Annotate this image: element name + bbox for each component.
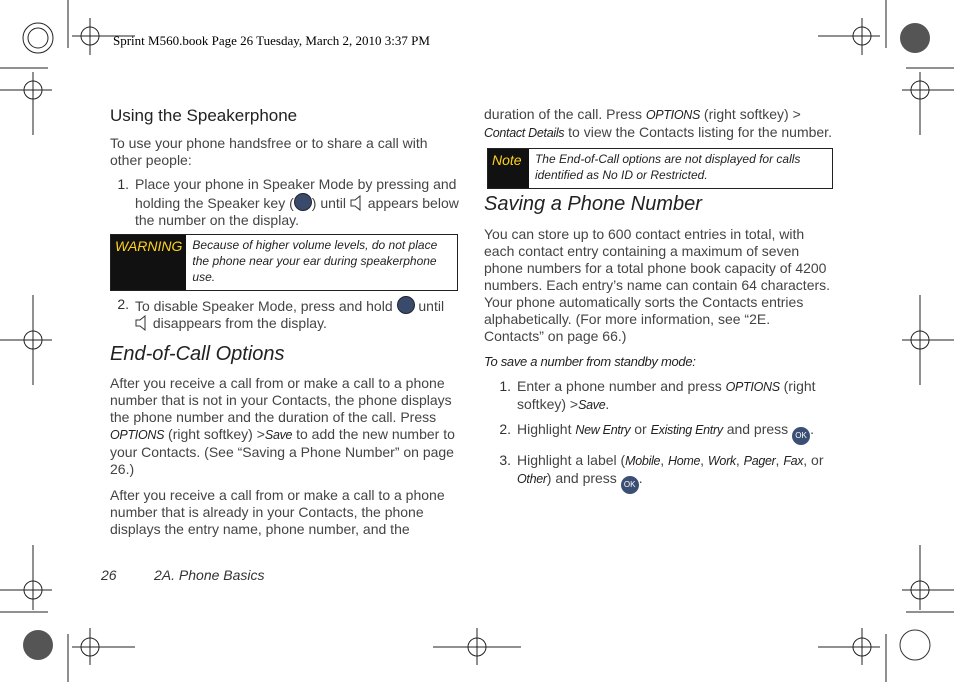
step-text: Place your phone in Speaker Mode by pressing and holding the Speaker key ( (135, 176, 457, 211)
paragraph: You can store up to 600 contact entries in total, with each contact entry containing a maximum of seven phone numbers for a total phone book capacity of 4200 numbers. Each entry’s name can contain 64 characters. Your phone automatically sorts the Contacts entries alphabetically. (For more information, see “2E. Contacts” on page 66.) (484, 226, 831, 344)
section-heading: Saving a Phone Number (484, 193, 702, 215)
ok-key-icon: OK (792, 427, 810, 445)
paragraph (484, 106, 832, 142)
paragraph-text: (right softkey) > (703, 106, 801, 122)
paragraph (110, 375, 460, 478)
menu-option: Save (264, 428, 293, 442)
paragraph: After you receive a call from or make a call to a phone number that is already in your Contacts, the phone displays the entry name, phone number, and the (110, 487, 445, 537)
paragraph-text: duration of the call. Press (484, 106, 642, 122)
step-text: disappears from the display. (152, 315, 327, 331)
label-option: Fax (783, 454, 804, 468)
step-text: , (660, 452, 665, 468)
step-text: appears below the number on the display. (135, 195, 459, 228)
step-text: and press (726, 421, 789, 437)
softkey-label: OPTIONS (725, 380, 780, 394)
step-text: . (638, 470, 643, 486)
warning-label: WARNING (111, 235, 186, 290)
list-item (102, 296, 460, 332)
note-box (487, 148, 833, 189)
label-option: Mobile (625, 454, 661, 468)
step-text: , or (803, 452, 824, 468)
list-item (484, 378, 832, 414)
label-option: Home (667, 454, 701, 468)
step-text: , (735, 452, 740, 468)
procedure-heading: To save a number from standby mode: (484, 354, 696, 369)
speaker-icon (135, 315, 149, 331)
note-text: The End-of-Call options are not displayed for calls identified as No ID or Restricted. (534, 152, 801, 182)
menu-option: Existing Entry (650, 423, 723, 437)
list-item (484, 452, 832, 494)
intro-paragraph: To use your phone handsfree or to share a call with other people: (110, 135, 428, 168)
step-text: To disable Speaker Mode, press and hold (135, 298, 393, 314)
softkey-label: OPTIONS (645, 108, 701, 122)
warning-box (110, 234, 458, 291)
menu-option: New Entry (575, 423, 631, 437)
step-number: 2. (117, 296, 129, 312)
step-text: or (634, 421, 647, 437)
step-text: Highlight (517, 421, 572, 437)
label-option: Work (707, 454, 736, 468)
section-heading: End-of-Call Options (110, 343, 285, 365)
note-label: Note (488, 149, 529, 188)
section-heading: Using the Speakerphone (110, 106, 298, 125)
step-text: Highlight a label ( (517, 452, 626, 468)
list-item (484, 421, 832, 445)
step-text: until (418, 298, 445, 314)
step-text: . (605, 396, 610, 412)
step-text: (right softkey) > (517, 378, 816, 412)
speaker-icon (350, 195, 364, 211)
paragraph-text: After you receive a call from or make a call to a phone number that is not in your Contacts, the phone displays the phone number and the duration of the call. Press (110, 375, 452, 425)
step-text: , (700, 452, 705, 468)
label-option: Pager (743, 454, 776, 468)
step-text: ) until (311, 195, 346, 211)
paragraph-text: to add the new number to your Contacts. (See “Saving a Phone Number” on page 26.) (110, 426, 455, 477)
label-option: Other (517, 472, 547, 486)
page-number: 26 (101, 567, 117, 583)
step-text: . (810, 421, 814, 437)
step-text: , (775, 452, 780, 468)
step-text: Enter a phone number and press (517, 378, 722, 394)
step-number: 2. (499, 421, 511, 437)
paragraph-text: (right softkey) > (168, 426, 265, 442)
step-number: 1. (499, 378, 511, 394)
left-column (110, 106, 460, 538)
speaker-key-icon (294, 193, 312, 211)
ok-key-icon: OK (621, 476, 639, 494)
step-text: ) and press (546, 470, 617, 486)
speaker-key-icon (397, 296, 415, 314)
section-name: 2A. Phone Basics (154, 567, 265, 583)
softkey-label: OPTIONS (110, 428, 165, 442)
paragraph-text: to view the Contacts listing for the number. (568, 124, 832, 140)
right-column (484, 106, 832, 494)
step-number: 3. (499, 452, 511, 468)
step-number: 1. (117, 176, 129, 192)
print-header: Sprint M560.book Page 26 Tuesday, March 2, 2010 3:37 PM (113, 33, 430, 48)
warning-text: Because of higher volume levels, do not place the phone near your ear during speakerphone use. (192, 238, 438, 284)
list-item (102, 176, 460, 229)
menu-option: Contact Details (484, 126, 565, 140)
menu-option: Save (578, 398, 606, 412)
